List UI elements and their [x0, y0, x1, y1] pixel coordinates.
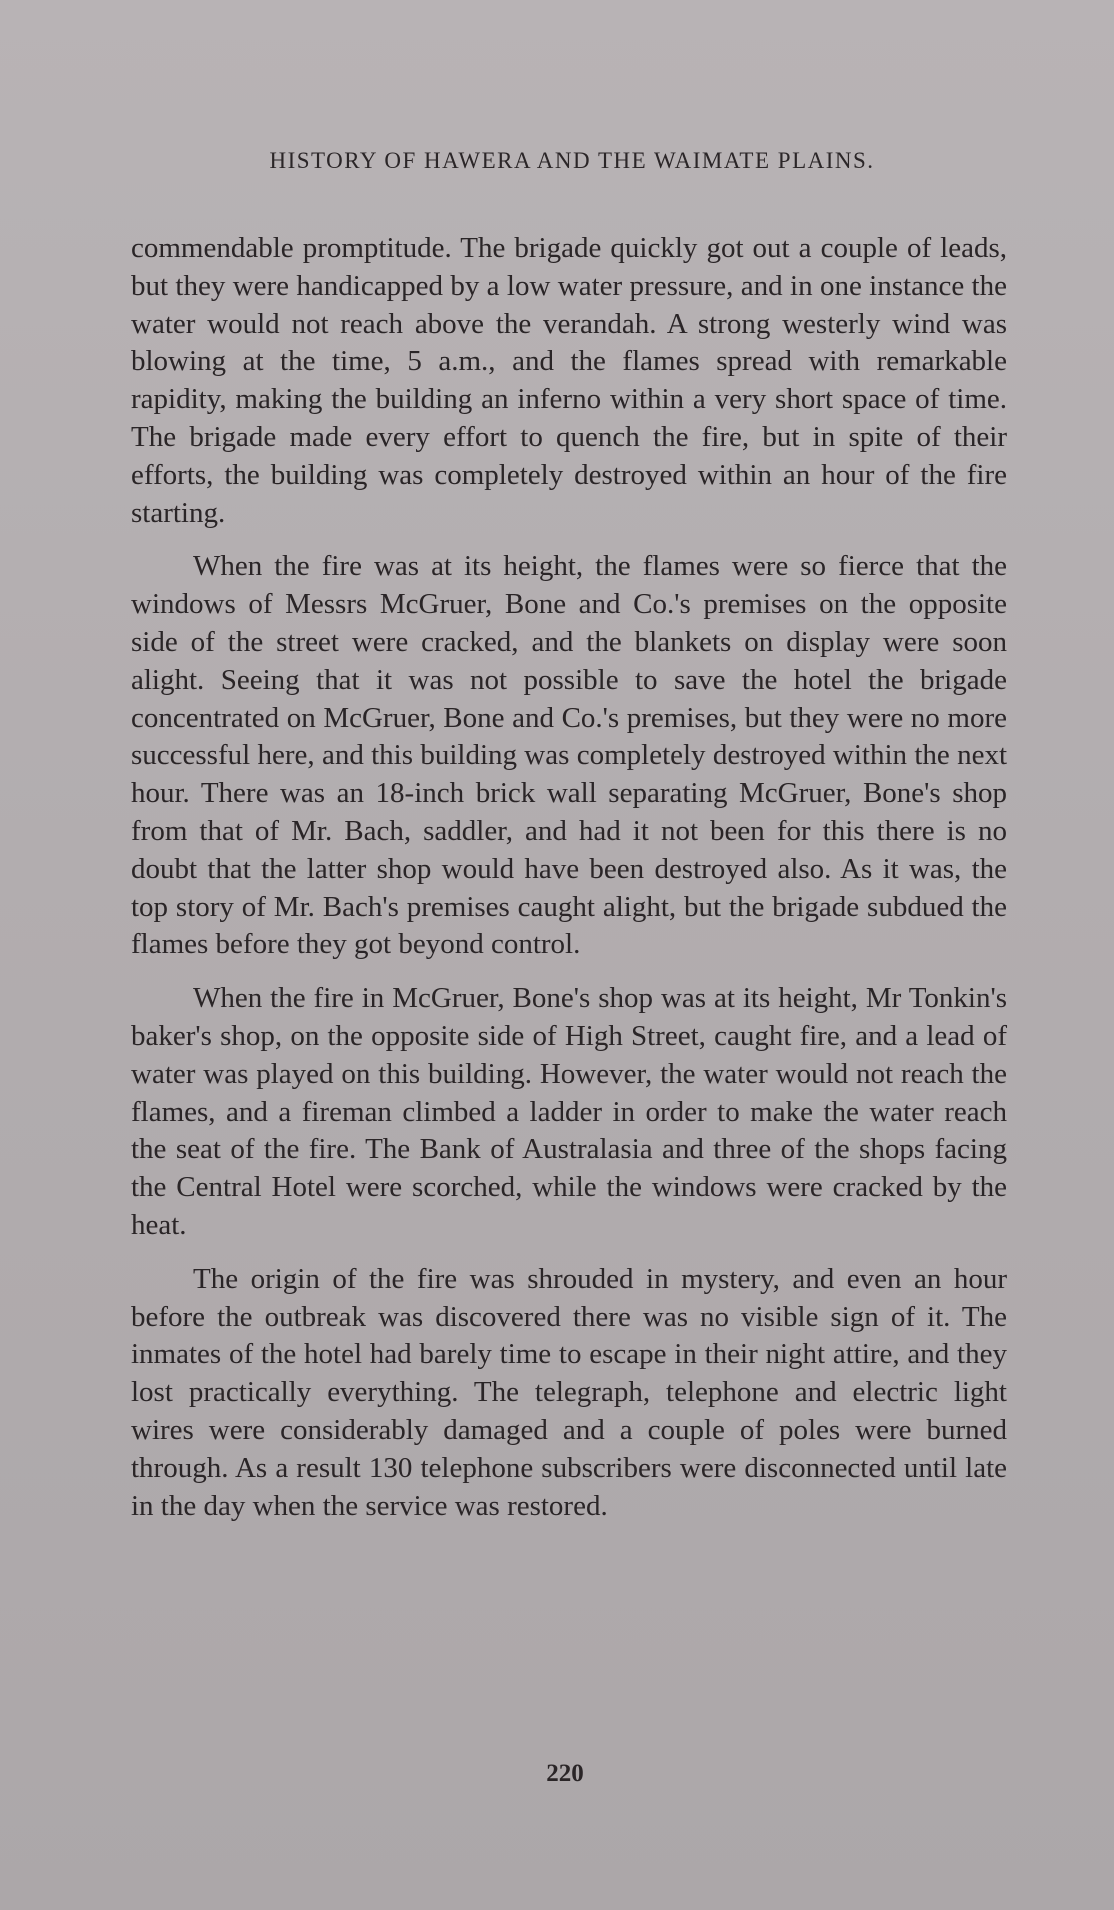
- page-number: 220: [546, 1760, 584, 1787]
- paragraph-3: When the fire in McGruer, Bone's shop was at its height, Mr Tonkin's baker's shop, on the opposite side of High Street, caught fire, and a lead of water was played on this building. However, the water would not reach the flames, and a fireman climbed a ladder in order to make the water reach the seat of the fire. The Bank of Australasia and three of the shops facing the Central Hotel were scorched, while the windows were cracked by the heat.: [131, 982, 1007, 1241]
- running-head: HISTORY OF HAWERA AND THE WAIMATE PLAINS.: [269, 148, 875, 173]
- paragraph-1: commendable promptitude. The brigade quickly got out a couple of leads, but they were handicapped by a low water pressure, and in one instance the water would not reach above the verandah. A strong westerly wind was blowing at the time, 5 a.m., and the flames spread with remarkable rapidity, making the building an inferno within a very short space of time. The brigade made every effort to quench the fire, but in spite of their efforts, the building was completely destroyed within an hour of the fire starting.: [131, 232, 1007, 529]
- paragraph-4: The origin of the fire was shrouded in mystery, and even an hour before the outbreak was discovered there was no visible sign of it. The inmates of the hotel had barely time to escape in their night attire, and they lost practically everything. The telegraph, telephone and electric light wires were considerably damaged and a couple of poles were burned through. As a result 130 telephone subscribers were disconnected until late in the day when the service was restored.: [131, 1262, 1007, 1522]
- paragraph-2: When the fire was at its height, the flames were so fierce that the windows of Messrs McGruer, Bone and Co.'s premises on the opposite side of the street were cracked, and the blankets on display were soon alight. Seeing that it was not possible to save the hotel the brigade concentrated on McGruer, Bone and Co.'s premises, but they were no more successful here, and this building was completely destroyed within the next hour. There was an 18-inch brick wall separating McGruer, Bone's shop from that of Mr. Bach, saddler, and had it not been for this there is no doubt that the latter shop would have been destroyed also. As it was, the top story of Mr. Bach's premises caught alight, but the brigade subdued the flames before they got beyond control.: [131, 550, 1007, 961]
- body-text: [131, 230, 1007, 1541]
